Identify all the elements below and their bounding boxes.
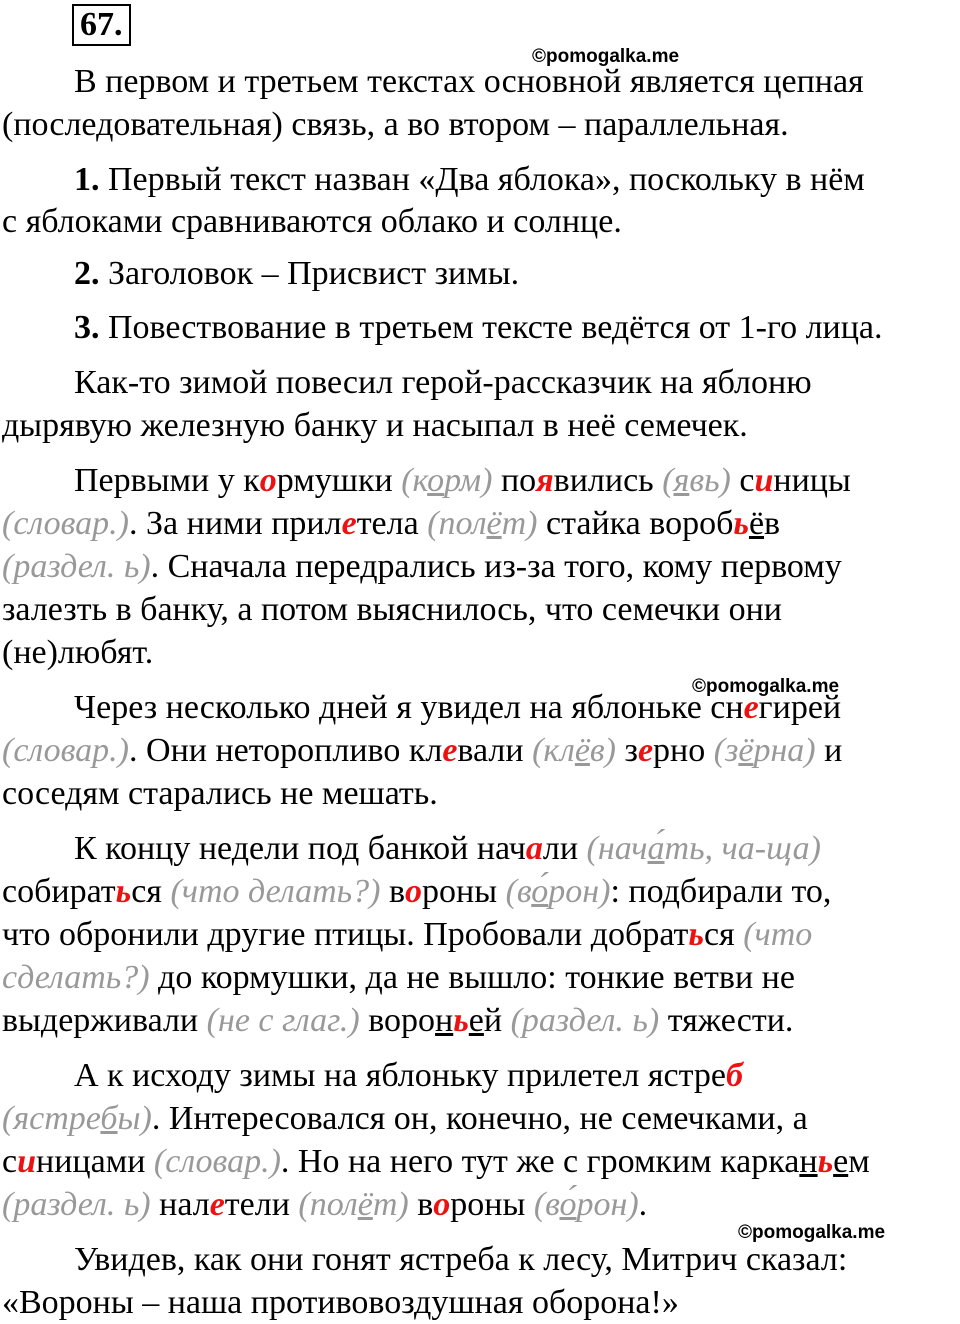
text-line: Как-то зимой повесил герой-рассказчик на яблоню	[74, 364, 812, 401]
text-line: Через несколько дней я увидел на яблоньке снегирей	[74, 689, 842, 726]
text-line: что обронили другие птицы. Пробовали добраться (что	[2, 916, 813, 953]
text-line: (раздел. ь). Сначала передрались из-за того, кому первому	[2, 548, 842, 585]
text-line: 2. Заголовок – Присвист зимы.	[74, 255, 520, 292]
text-line: залезть в банку, а потом выяснилось, что семечки они	[2, 591, 782, 628]
text-line: сделать?) до кормушки, да не вышло: тонкие ветви не	[2, 959, 795, 996]
watermark-middle: ©pomogalka.me	[692, 676, 840, 697]
text-line: Первыми у кормушки (корм) появились (явь) синицы	[74, 462, 851, 499]
text-line: 3. Повествование в третьем тексте ведётся от 1-го лица.	[74, 309, 883, 346]
text-line: дырявую железную банку и насыпал в неё семечек.	[2, 407, 748, 444]
text-line: 1. Первый текст назван «Два яблока», поскольку в нём	[74, 161, 865, 198]
text-line: выдерживали (не с глаг.) вороньей (раздел. ь) тяжести.	[2, 1002, 794, 1039]
text-line: (раздел. ь) налетели (полёт) вороны (во́рон).	[2, 1186, 648, 1223]
text-line: (не)любят.	[2, 634, 154, 671]
text-line: В первом и третьем текстах основной является цепная	[74, 63, 864, 100]
watermark-bottom: ©pomogalka.me	[738, 1222, 886, 1243]
text-line: с яблоками сравниваются облако и солнце.	[2, 203, 622, 240]
text-line: «Вороны – наша противовоздушная оборона!»	[2, 1284, 679, 1321]
text-line: синицами (словар.). Но на него тут же с громким карканьем	[2, 1143, 870, 1180]
text-line: (ястребы). Интересовался он, конечно, не семечками, а	[2, 1100, 808, 1137]
watermark-top: ©pomogalka.me	[532, 46, 680, 67]
text-line: (словар.). За ними прилетела (полёт) стайка воробьёв	[2, 505, 781, 542]
text-line: (словар.). Они неторопливо клевали (клёв) зерно (зёрна) и	[2, 732, 843, 769]
text-line: К концу недели под банкой начали (нача́ть, ча-ща)	[74, 830, 821, 867]
text-line: собираться (что делать?) вороны (во́рон): подбирали то,	[2, 873, 832, 910]
text-line: А к исходу зимы на яблоньку прилетел ястреб	[74, 1057, 743, 1094]
text-line: (последовательная) связь, а во втором – параллельная.	[2, 106, 789, 143]
exercise-number: 67.	[72, 4, 131, 46]
text-line: Увидев, как они гонят ястреба к лесу, Митрич сказал:	[74, 1241, 848, 1278]
text-line: соседям старались не мешать.	[2, 775, 438, 812]
